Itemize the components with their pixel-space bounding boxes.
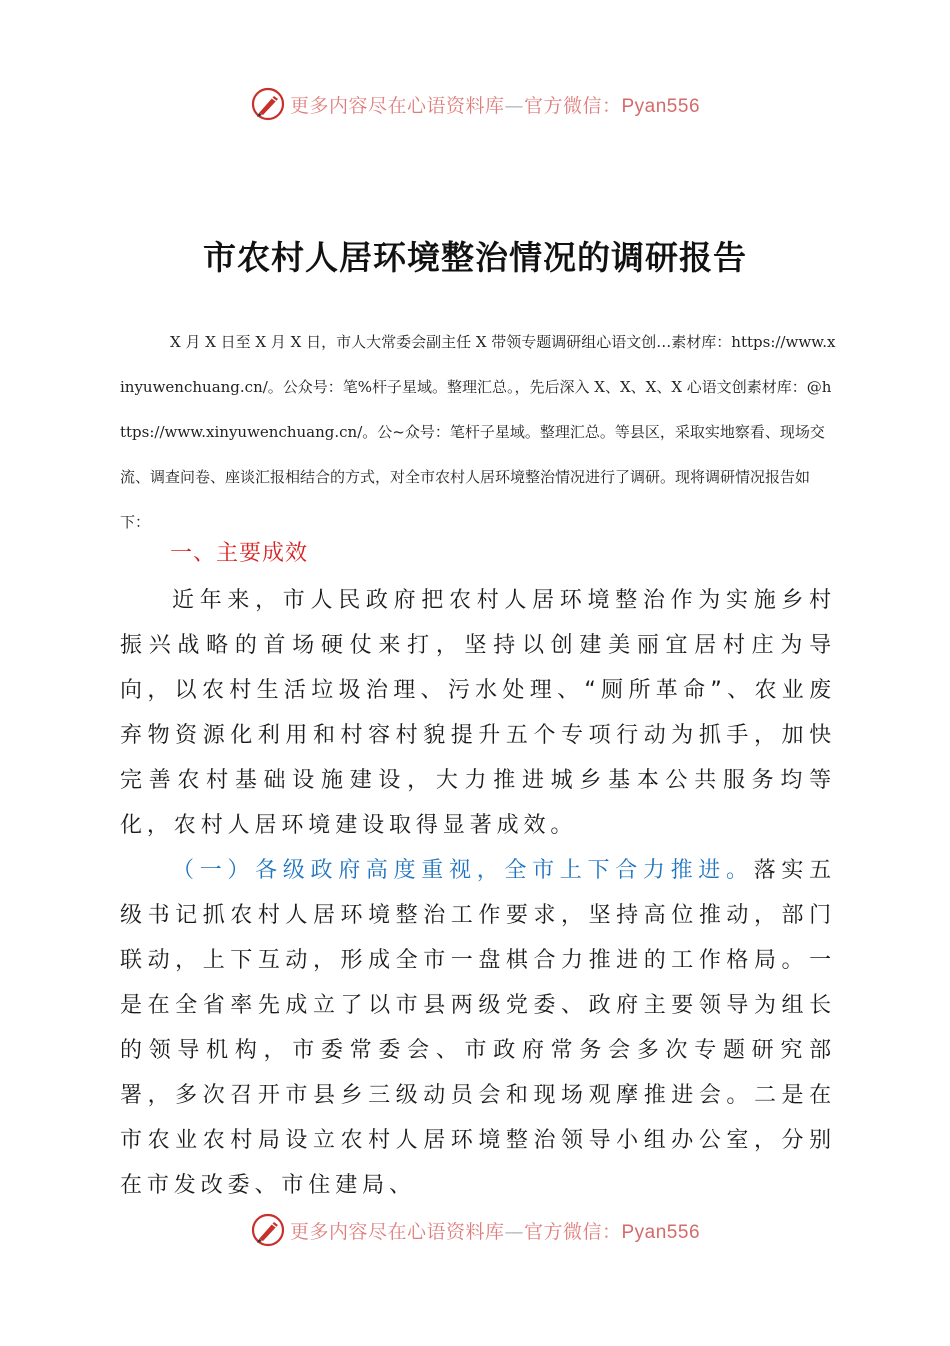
subsection-paragraph <box>120 848 836 1208</box>
watermark-text: 更多内容尽在心语资料库—官方微信：Pyan556 <box>289 1220 701 1243</box>
watermark-text: 更多内容尽在心语资料库—官方微信：Pyan556 <box>289 94 701 117</box>
body-paragraph: 近年来，市人民政府把农村人居环境整治作为实施乡村振兴战略的首场硬仗来打，坚持以创建美丽宜居村庄为导向，以农村生活垃圾治理、污水处理、“厕所革命”、农业废弃物资源化利用和村容村貌提升五个专项行动为抓手，加快完善农村基础设施建设，大力推进城乡基本公共服务均等化，农村人居环境建设取得显著成效。 <box>120 588 836 838</box>
document-title: 市农村人居环境整治情况的调研报告 <box>203 238 747 277</box>
subsection-body: 落实五级书记抓农村人居环境整治工作要求，坚持高位推动，部门联动，上下互动，形成全市一盘棋合力推进的工作格局。一是在全省率先成立了以市县两级党委、政府主要领导为组长的领导机构，市委常委会、市政府常务会多次专题研究部署，多次召开市县乡三级动员会和现场观摩推进会。二是在市农业农村局设立农村人居环境整治领导小组办公室，分别在市发改委、市住建局、 <box>120 858 837 1198</box>
subsection-heading: （一）各级政府高度重视，全市上下合力推进。 <box>172 858 754 883</box>
pen-logo-icon <box>250 86 286 122</box>
watermark-banner-top <box>0 82 950 126</box>
watermark-banner-bottom <box>0 1208 950 1252</box>
pen-logo-icon <box>250 1212 286 1248</box>
section-heading: 一、主要成效 <box>170 541 309 566</box>
intro-paragraph: X 月 X 日至 X 月 X 日，市人大常委会副主任 X 带领专题调研组心语文创…素材库：https://www.xinyuwenchuang.cn/。公众号：笔%杆子星域。整理汇总。，先后深入 X、X、X、X 心语文创素材库：@https://www.xinyuwenchuang.cn/。公~众号：笔杆子星域。整理汇总。等县区，采取实地察看、现场交流、调查问卷、座谈汇报相结合的方式，对全市农村人居环境整治情况进行了调研。现将调研情况报告如下： <box>120 333 836 531</box>
